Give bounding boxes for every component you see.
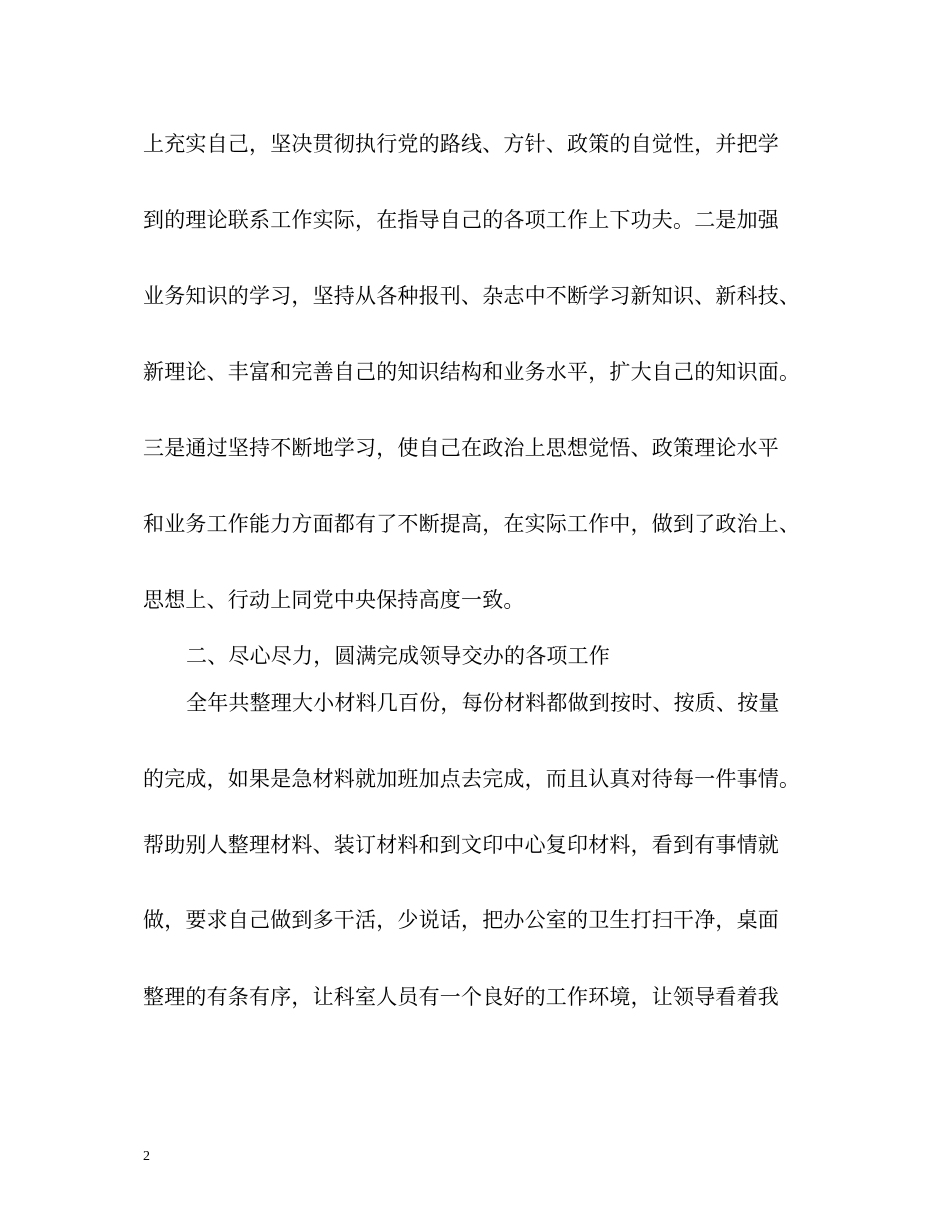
- section-heading: 二、尽心尽力，圆满完成领导交办的各项工作: [186, 644, 610, 668]
- body-text-line: 帮助别人整理材料、装订材料和到文印中心复印材料，看到有事情就: [143, 833, 779, 857]
- body-text-line: 和业务工作能力方面都有了不断提高，在实际工作中，做到了政治上、: [143, 512, 801, 536]
- body-text-line: 的完成，如果是急材料就加班加点去完成，而且认真对待每一件事情。: [143, 767, 801, 791]
- body-text-line: 新理论、丰富和完善自己的知识结构和业务水平，扩大自己的知识面。: [143, 360, 801, 384]
- body-text-line: 思想上、行动上同党中央保持高度一致。: [143, 588, 525, 612]
- body-text-line: 整理的有条有序，让科室人员有一个良好的工作环境，让领导看着我: [143, 985, 779, 1009]
- body-text-line: 全年共整理大小材料几百份，每份材料都做到按时、按质、按量: [186, 691, 780, 715]
- body-text-line: 做，要求自己做到多干活，少说话，把办公室的卫生打扫干净，桌面: [143, 908, 779, 932]
- page-number: 2: [143, 1149, 150, 1164]
- body-text-line: 到的理论联系工作实际，在指导自己的各项工作上下功夫。二是加强: [143, 208, 779, 232]
- body-text-line: 上充实自己，坚决贯彻执行党的路线、方针、政策的自觉性，并把学: [143, 132, 779, 156]
- body-text-line: 三是通过坚持不断地学习，使自己在政治上思想觉悟、政策理论水平: [143, 436, 779, 460]
- body-text-line: 业务知识的学习，坚持从各种报刊、杂志中不断学习新知识、新科技、: [143, 284, 801, 308]
